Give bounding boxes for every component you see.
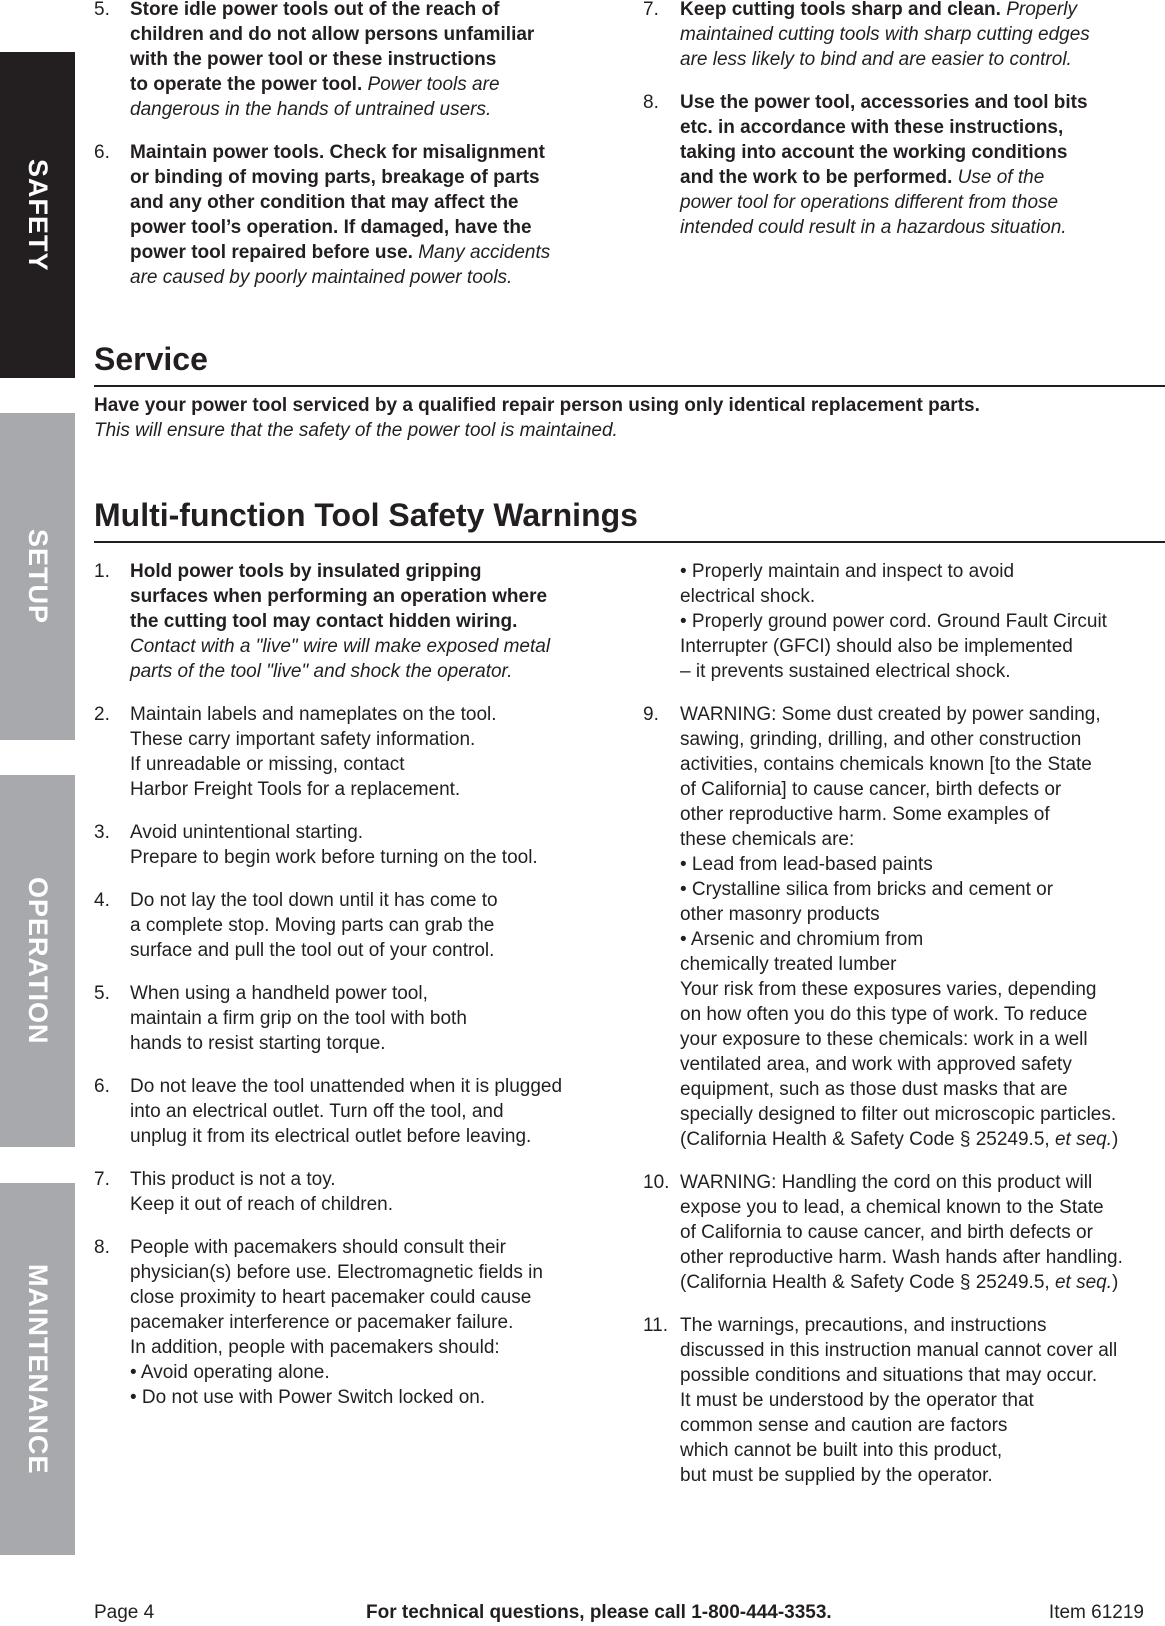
item-text bbox=[680, 702, 1165, 1152]
item-italic-text: et seq. bbox=[1054, 1272, 1112, 1293]
item-italic-text: Contact with a "live" wire will make exposed metal parts of the tool "live" and shock the operator. bbox=[130, 636, 551, 682]
item-text: Do not lay the tool down until it has come to a complete stop. Moving parts can grab the surface and pull the tool out of your control. bbox=[130, 890, 498, 961]
list-item bbox=[94, 1167, 624, 1217]
list-item bbox=[94, 140, 614, 290]
tab-setup-label: SETUP bbox=[23, 528, 53, 625]
warnings-left-column bbox=[94, 559, 624, 1428]
item-number: 10. bbox=[643, 1172, 670, 1193]
service-bold-text: Have your power tool serviced by a qualified repair person using only identical replacement parts. bbox=[94, 395, 980, 416]
list-item bbox=[94, 1235, 624, 1410]
item-body-text: WARNING: Handling the cord on this product will expose you to lead, a chemical known to the State of California to cause cancer, and birth defects or other reproductive harm. Wash hands after handling. (California Health & Safety Code § 25249.5, bbox=[680, 1172, 1123, 1293]
tab-setup bbox=[0, 413, 75, 740]
item-bold-text: Hold power tools by insulated gripping surfaces when performing an operation where the cutting tool may contact hidden wiring. bbox=[130, 561, 548, 632]
item-close-text: ) bbox=[1112, 1129, 1119, 1150]
item-italic-text: Use of the power tool for operations different from those intended could result in a hazardous situation. bbox=[680, 167, 1067, 238]
warnings-heading: Multi-function Tool Safety Warnings bbox=[94, 496, 1165, 543]
item-text: People with pacemakers should consult their physician(s) before use. Electromagnetic fields in close proximity to heart pacemaker could cause pacemaker interference or pacemaker failure. In addition, people with pacemakers should: • Avoid operating alone. • Do not use with Power Switch locked on. bbox=[130, 1237, 543, 1408]
list-item bbox=[94, 888, 624, 963]
page-number: Page 4 bbox=[94, 1602, 155, 1623]
item-close-text: ) bbox=[1112, 1272, 1119, 1293]
item-text: This product is not a toy. Keep it out of reach of children. bbox=[130, 1169, 393, 1215]
item-bold-text: Store idle power tools out of the reach of children and do not allow persons unfamiliar with the power tool or these instructions to operate the power tool. bbox=[130, 0, 535, 95]
tab-safety-label: SAFETY bbox=[23, 158, 53, 272]
list-item bbox=[94, 820, 624, 870]
item-number: 9. bbox=[643, 704, 659, 725]
item-number: 6. bbox=[94, 1076, 110, 1097]
top-right-column bbox=[643, 0, 1163, 258]
service-italic-text: This will ensure that the safety of the power tool is maintained. bbox=[94, 420, 618, 441]
item-text: The warnings, precautions, and instructions discussed in this instruction manual cannot cover all possible conditions and situations that may occur. It must be understood by the operator that common sense and caution are factors which cannot be built into this product, but must be supplied by the operator. bbox=[680, 1315, 1118, 1486]
list-item bbox=[643, 1313, 1165, 1488]
item-text: • Properly maintain and inspect to avoid electrical shock. • Properly ground power cord. Ground Fault Circuit Interrupter (GFCI) should also be implemented – it prevents sustained electrical shock. bbox=[680, 561, 1107, 682]
item-number: 2. bbox=[94, 704, 110, 725]
item-number: 3. bbox=[94, 822, 110, 843]
list-item bbox=[94, 1074, 624, 1149]
item-text bbox=[680, 1170, 1165, 1295]
item-number: 5. bbox=[94, 983, 110, 1004]
list-item bbox=[643, 0, 1163, 72]
item-text bbox=[680, 0, 1163, 72]
tab-operation-label: OPERATION bbox=[23, 877, 53, 1045]
tab-operation bbox=[0, 775, 75, 1147]
item-text bbox=[130, 140, 614, 290]
tab-maintenance bbox=[0, 1183, 75, 1555]
list-item bbox=[94, 981, 624, 1056]
item-text: Avoid unintentional starting. Prepare to begin work before turning on the tool. bbox=[130, 822, 538, 868]
item-italic-text: Many accidents are caused by poorly maintained power tools. bbox=[130, 242, 551, 288]
item-number: 11. bbox=[643, 1315, 669, 1336]
item-text: Maintain labels and nameplates on the tool. These carry important safety information. If unreadable or missing, contact Harbor Freight Tools for a replacement. bbox=[130, 704, 497, 800]
item-number: 4. bbox=[94, 890, 110, 911]
service-text bbox=[94, 393, 1154, 443]
item-text bbox=[130, 0, 614, 122]
service-heading: Service bbox=[94, 340, 1165, 387]
item-number: 6. bbox=[94, 142, 110, 163]
tab-maintenance-label: MAINTENANCE bbox=[23, 1263, 53, 1475]
item-number: 1. bbox=[94, 561, 110, 582]
item-italic-text: Properly maintained cutting tools with sharp cutting edges are less likely to bind and are easier to control. bbox=[680, 0, 1090, 70]
item-body-text: WARNING: Some dust created by power sanding, sawing, grinding, drilling, and other construction activities, contains chemicals known [to the State of California] to cause cancer, birth defects or other reproductive harm. Some examples of these chemicals are: • Lead from lead-based paints • Crystalline silica from bricks and cement or other masonry products • Arsenic and chromium from chemically treated lumber Your risk from these exposures varies, depending on how often you do this type of work. To reduce your exposure to these chemicals: work in a well ventilated area, and work with approved safety equipment, such as those dust masks that are specially designed to filter out microscopic particles. (California Health & Safety Code § 25249.5, bbox=[680, 704, 1117, 1150]
list-item bbox=[94, 0, 614, 122]
item-number: 5. bbox=[94, 0, 110, 20]
item-italic-text: et seq. bbox=[1054, 1129, 1112, 1150]
list-item bbox=[94, 559, 624, 684]
list-item bbox=[643, 1170, 1165, 1295]
page-footer bbox=[94, 1600, 1144, 1626]
tech-support-line: For technical questions, please call 1-800-444-3353. bbox=[366, 1602, 832, 1623]
tab-safety bbox=[0, 52, 75, 378]
item-bold-text: Use the power tool, accessories and tool bits etc. in accordance with these instructions, taking into account the working conditions and the work to be performed. bbox=[680, 92, 1088, 188]
item-number: 8. bbox=[94, 1237, 110, 1258]
list-item-continued bbox=[643, 559, 1165, 684]
list-item bbox=[643, 90, 1163, 240]
item-text bbox=[680, 90, 1163, 240]
item-text bbox=[130, 559, 624, 684]
item-text: When using a handheld power tool, maintain a firm grip on the tool with both hands to resist starting torque. bbox=[130, 983, 467, 1054]
item-text: Do not leave the tool unattended when it is plugged into an electrical outlet. Turn off the tool, and unplug it from its electrical outlet before leaving. bbox=[130, 1076, 563, 1147]
item-number: 7. bbox=[643, 0, 659, 20]
item-bold-text: Keep cutting tools sharp and clean. bbox=[680, 0, 1001, 20]
item-bold-text: Maintain power tools. Check for misalignment or binding of moving parts, breakage of parts and any other condition that may affect the power tool’s operation. If damaged, have the power tool repaired before use. bbox=[130, 142, 545, 263]
item-italic-text: Power tools are dangerous in the hands of untrained users. bbox=[130, 74, 500, 120]
top-left-column bbox=[94, 0, 614, 308]
list-item bbox=[643, 702, 1165, 1152]
item-number-label: Item 61219 bbox=[1048, 1602, 1144, 1623]
item-number: 7. bbox=[94, 1169, 110, 1190]
list-item bbox=[94, 702, 624, 802]
warnings-right-column bbox=[643, 559, 1165, 1506]
item-number: 8. bbox=[643, 92, 659, 113]
